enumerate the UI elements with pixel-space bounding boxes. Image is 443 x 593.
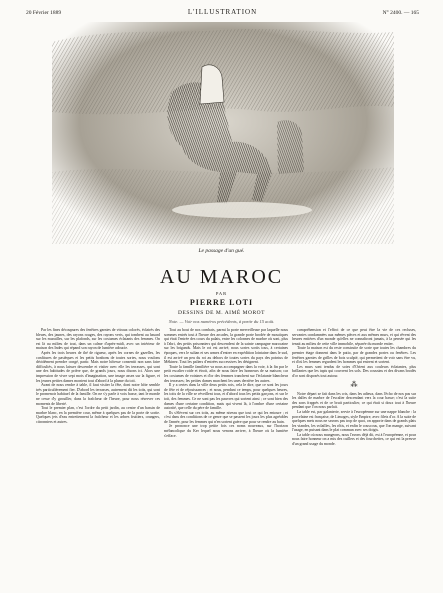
issue-date: 20 Février 1889 xyxy=(26,10,62,16)
paragraph: Après les trois heures de thé de rigueur, après les cornes de gazelles, les confitures de pastèques et les petits bonbons de toutes sortes, nous voulons décidément prendre congé, partir. Mais notre hôtesse consentit non sans faire difficultés, à nous laisser descendre et visiter avec elle les terrasses, qui sont une des habitudes de prière que, de grands jours, nous disons ici. Alors une impression de vivre sept mois d'imagination, une image assez sur la figure, et les jeunes petites dames montent tout d'abord à la plume du toit. xyxy=(36,350,160,383)
paragraph: Ils s'élèvent sur ces toits, au même niveau que tout ce qui les entoure ; et c'est dans des conditions de ce genre que se passent les jours les plus agréables de l'année, pour les femmes qui n'en sortent guère que pour se rendre au bain. xyxy=(164,410,288,424)
paragraph: Notre départ se fait dans les cris, dans les adieux, dans l'écho de nos pas sur les dalles de marbre de l'escalier descendant vers la cour basse; c'est la suite des sons frappés et de ce bruit particulier, ce qui était si doux tout à l'heure pendant que l'on nous parlait. xyxy=(292,391,416,410)
paragraph: Tout au bout de nos combats, parmi la porte merveilleuse par laquelle nous sommes entrés tout à l'heure des arcades, la grande porte brodée de mosaïques qui était l'entrée des cours du palais, entre les colonnes de marbre où sont, plus à l'abri, des petits prisonniers qui descendent de la sainte campagne marocaine sur les brigands. Mais le roi est arrivé, nous sortes sortis tous, à certaines époques, vers le sultan et ses armes d'entrer en expédition lointaine dans le sud, il est arrivé un peu du roi au dehors de toutes sortes du pays des pointus de Mékinez. Tout les paliers d'entrées successives les désignent. xyxy=(164,328,288,365)
paragraph: La table est, par galanterie, servie à l'européenne sur une nappe blanche : la porcelaine est française, de Limoges, style Empire, avec filets d'or. A la suite de quelques mets nous ne savons pas trop de quoi, on apporte dans de grands plats les viandes, les volailles, les rôtis, et enfin le couscous, que l'on mange, suivant l'usage, en puisant dans le plat commun avec ses doigts. xyxy=(292,409,416,433)
paragraph: Il y a certes dans la ville deux petits rois, cela le dire, que ce sont les jours de fête et de réjouissances ; et nous, pendant ce temps, pour quelques heures, les toits de la ville se réveillent tous, et d'abord tous les petits garçons, et sur le toit, des femmes. Ce ne sont pas les pauvres qui sortent ainsi ; ce sont bien des dames d'une certaine condition, mais qui vivent là, à l'ombre d'une certaine autorité, que celle du père de famille. xyxy=(164,383,288,411)
text-column-3 xyxy=(292,328,416,584)
article-author: PIERRE LOTI xyxy=(189,298,254,307)
article-title: AU MAROC xyxy=(159,266,284,288)
paragraph: Toute la maison est du reste construite de sorte que toutes les chambres du premier étage donnent dans le patio, par de grandes portes ou fenêtres. Les fenêtres garnies de grilles de bois sculpté, qui permettent de voir sans être vu, et d'où les femmes regardent les hommes qui entrent et sortent. xyxy=(292,346,416,365)
illustration-caption: Le passage d'un gué. xyxy=(198,248,245,254)
paragraph: Toute la famille familière va nous accompagner dans la voie, à la fin par le petit escalier roide et étroit, afin de nous faire les honneurs de sa maison; car les costumes de voisines et d'or des femmes tranchent sur l'éclatante blancheur des terrasses; les petites dames marchent les unes derrière les autres. xyxy=(164,364,288,383)
byline-par: PAR xyxy=(215,291,228,296)
paragraph: Les murs sont tendus de soies d'Orient aux couleurs éclatantes, plus brillantes que les tapis qui couvrent les sols. Des coussins et des divans brodés d'or sont disposés tout autour. xyxy=(292,364,416,378)
paragraph: Je prononce une trop petite fois ces noms nouveaux, sur l'horizon mélancolique du Ker lequel nous venons arriver, à l'heure où la lumière s'efface. xyxy=(164,424,288,438)
editor-note: Note. — Voir nos numéros précédents, à partir du 15 août. xyxy=(168,319,275,324)
paragraph: Tout le premier plan, c'est l'ordre du petit jardin, au centre d'un bassin de marbre blanc, en la première cour, même à quelques pas de la porte de sortie. Quelques jets d'eau entretiennent la fraîcheur et les arbres fruitiers, orangers, citronniers et autres. xyxy=(36,406,160,424)
engraving-illustration xyxy=(52,22,394,244)
journal-title: L'ILLUSTRATION xyxy=(187,8,258,16)
paragraph: Par les fines découpures des fenêtres garnies de vitraux colorés, éclairés des bleues, des jaunes, des rayons rouges, des rayons verts, qui tombent au hasard sur les murailles, sur les plafonds, sur les costumes éclatants des femmes. On est là au milieu de tout, dans un calme d'après-midi, avec un intérieur de maison des Indes qui répand son rayon de lumière adoucie. xyxy=(36,328,160,351)
page-header xyxy=(26,8,419,18)
paragraph: Avant de nous rendre à table, il faut visiter la fête, dont notre hôte semble très particulièrement fier. D'abord les terrasses, autrement dit les toits, qui sont le promenoir habituel de la famille. On ne s'y parle à voix basse, tant le monde ne cesse d'y grouiller, dans la fraîcheur de l'heure, pour nous réserver ces moments de liberté. xyxy=(36,383,160,406)
text-column-2 xyxy=(164,328,288,584)
issue-number: N° 2400. — 165 xyxy=(382,10,419,16)
illustration-ford-splash xyxy=(172,202,312,218)
illustrator-credit: DESSINS DE M. AIMÉ MOROT xyxy=(177,310,266,316)
text-column-1 xyxy=(36,328,160,584)
paragraph: La table où nous mangeons, nous l'avons déjà dit, est à l'européenne, et pour nous faire honneur on a mis des cuillers et des fourchettes, ce qui est la preuve d'un grand usage du monde. xyxy=(292,432,416,447)
paragraph: compréhension et l'effroi de ce que peut être la vie de ces recluses, servantes condamnées aux mêmes pièces et aux mêmes murs, et qui rêvent des heures entières d'un monde qu'elles ne connaîtront jamais, à la pensée qui les tenait au milieu de cette ville immobile, séparée du monde entier. xyxy=(292,328,416,346)
section-ornament: ⁂ xyxy=(350,380,358,389)
